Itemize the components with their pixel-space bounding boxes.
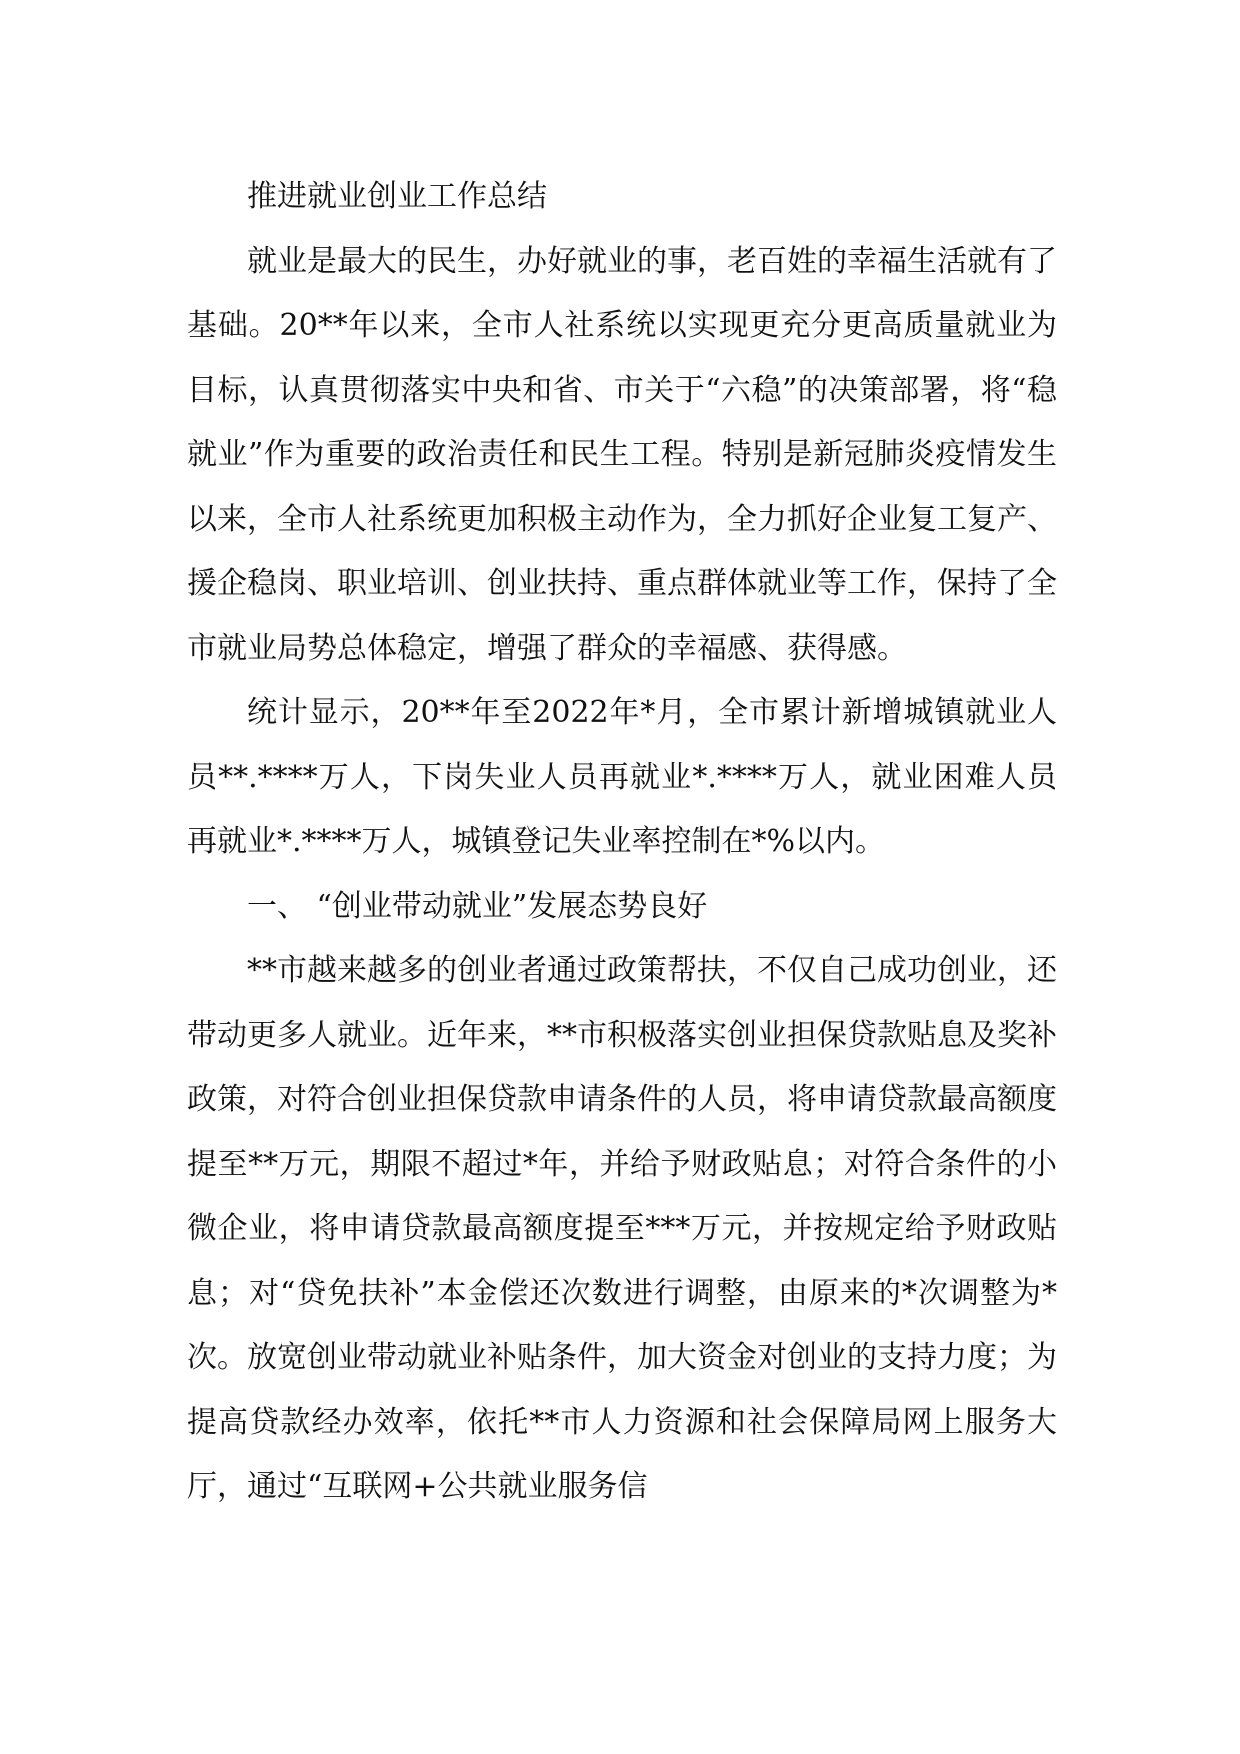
document-title: 推进就业创业工作总结 [247,179,547,214]
section-heading: 一、 “创业带动就业”发展态势良好 [247,888,708,924]
document-body [187,165,1057,1520]
paragraph-statistics: 统计显示，20**年至2022年*月，全市累计新增城镇就业人员**.****万人，下岗失业人员再就业*.****万人，就业困难人员再就业*.****万人，城镇登记失业率控制在*%以内。 [187,695,1057,859]
paragraph-intro: 就业是最大的民生，办好就业的事，老百姓的幸福生活就有了基础。20**年以来，全市人社系统以实现更充分更高质量就业为目标，认真贯彻落实中央和省、市关于“六稳”的决策部署，将“稳就业”作为重要的政治责任和民生工程。特别是新冠肺炎疫情发生以来，全市人社系统更加积极主动作为，全力抓好企业复工复产、援企稳岗、职业培训、创业扶持、重点群体就业等工作，保持了全市就业局势总体稳定，增强了群众的幸福感、获得感。 [187,243,1057,666]
paragraph-section-one: **市越来越多的创业者通过政策帮扶，不仅自己成功创业，还带动更多人就业。近年来，**市积极落实创业担保贷款贴息及奖补政策，对符合创业担保贷款申请条件的人员，将申请贷款最高额度提至**万元，期限不超过*年，并给予财政贴息；对符合条件的小微企业，将申请贷款最高额度提至***万元，并按规定给予财政贴息；对“贷免扶补”本金偿还次数进行调整，由原来的*次调整为*次。放宽创业带动就业补贴条件，加大资金对创业的支持力度；为提高贷款经办效率，依托**市人力资源和社会保障局网上服务大厅，通过“互联网+公共就业服务信 [187,953,1057,1504]
